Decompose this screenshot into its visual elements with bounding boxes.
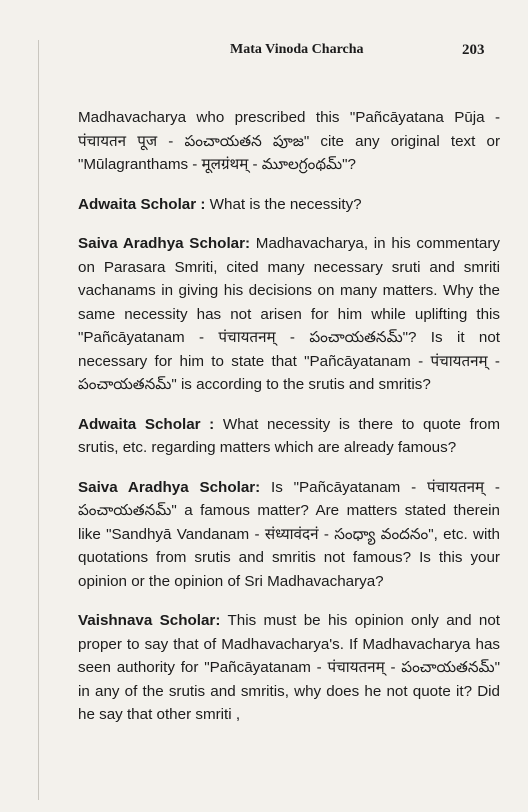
paragraph-5: [78, 476, 500, 594]
page-body: [78, 106, 500, 743]
paragraph-text: What is the necessity?: [209, 195, 362, 213]
running-title: Mata Vinoda Charcha: [230, 42, 364, 57]
paragraph-text: This must be his opinion only and not proper to say that of Madhavacharya's. If Madhavacharya has seen authority for "Pañcāyatanam - पंचायतनम् - పంచాయతనమ్" in any of the srutis and smritis, why does he not quote it? Did he say that other smriti ,: [78, 612, 500, 723]
speaker-label: Saiva Aradhya Scholar:: [78, 235, 251, 252]
paragraph-1: [78, 106, 500, 177]
speaker-label: Saiva Aradhya Scholar:: [78, 478, 261, 496]
paragraph-text: Is "Pañcāyatanam - पंचायतनम् - పంచాయతనమ్" a famous matter? Are matters stated therein like "Sandhyā Vandanam - संध्यावंदनं - సంధ్యా వందనం", etc. with quotations from srutis and smritis not famous? Is this your opinion or the opinion of Sri Madhavacharya?: [78, 478, 500, 590]
paragraph-text: Madhavacharya who prescribed this "Pañcāyatana Pūja - पंचायतन पूज - పంచాయతన పూజ" cite any original text or "Mūlagranthams - मूलग्रंथम् - మూలగ్రంథమ్"?: [78, 109, 500, 173]
page-margin-rule: [38, 40, 39, 800]
speaker-label: Adwaita Scholar :: [78, 415, 215, 433]
speaker-label: Adwaita Scholar :: [78, 195, 206, 213]
paragraph-2: [78, 193, 500, 217]
page-number: 203: [462, 42, 485, 58]
paragraph-4: [78, 413, 500, 460]
page-header: [0, 42, 528, 62]
paragraph-text: What necessity is there to quote from srutis, etc. regarding matters which are already famous?: [78, 415, 500, 456]
paragraph-6: [78, 609, 500, 727]
speaker-label: Vaishnava Scholar:: [78, 612, 221, 629]
paragraph-text: Madhavacharya, in his commentary on Parasara Smriti, cited many necessary sruti and smriti vachanams in giving his decisions on many matters. Why the same necessity has not arisen for him while uplifting this "Pañcāyatanam - पंचायतनम् - పంచాయతనమ్"? Is it not necessary for him to state that "Pañcāyatanam - पंचायतनम् - పంచాయతనమ్" is according to the srutis and smritis?: [78, 235, 500, 393]
paragraph-3: [78, 232, 500, 397]
